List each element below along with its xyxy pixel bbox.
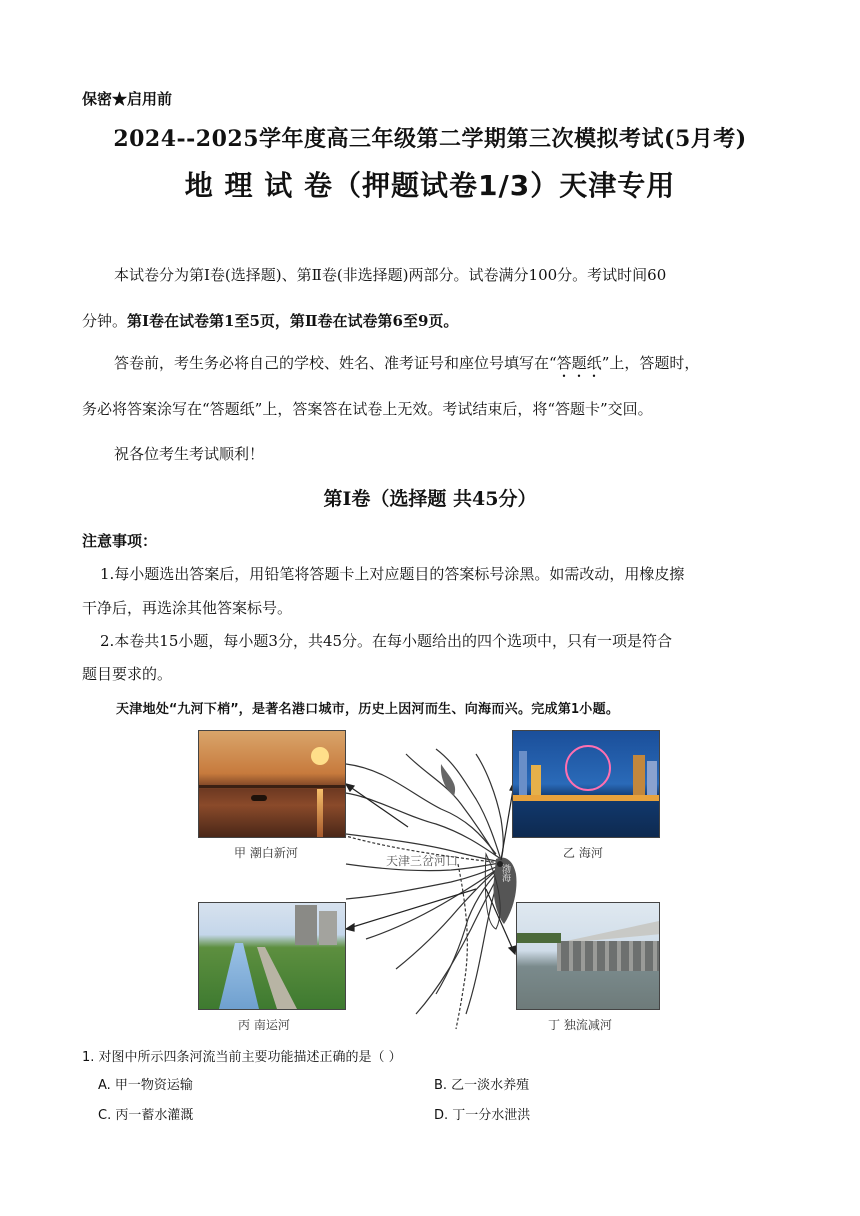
bridge-deck-shape: [557, 921, 659, 943]
sun-reflection-shape: [317, 789, 323, 837]
exam-title: 2024--2025学年度高三年级第二学期第三次模拟考试(5月考): [113, 126, 747, 152]
question-stem: 1. 对图中所示四条河流当前主要功能描述正确的是（ ）: [82, 1050, 402, 1065]
sun-shape: [311, 747, 329, 765]
instruction-text: 答卷前，考生务必将自己的学校、姓名、准考证号和座位号填写在“: [114, 354, 557, 372]
note-2a: 2.本卷共15小题，每小题3分，共45分。在每小题给出的四个选项中，只有一项是符合: [100, 632, 673, 650]
walkway-shape: [257, 947, 297, 1009]
rivers-figure: [196, 724, 664, 1034]
caption-jia: 甲 潮白新河: [234, 846, 298, 860]
sea-label: 渤海: [500, 864, 510, 882]
note-1b: 干净后，再选涂其他答案标号。: [82, 599, 293, 617]
caption-ding: 丁 独流减河: [548, 1018, 612, 1032]
photo-nanyun-river: [198, 902, 346, 1010]
instruction-para-1b: [82, 310, 782, 332]
treeline-shape: [517, 933, 561, 943]
instruction-para-2a: [82, 352, 782, 381]
boat-shape: [251, 795, 267, 801]
canal-water-shape: [219, 943, 259, 1009]
good-luck-line: 祝各位考生考试顺利！: [114, 445, 265, 463]
caption-bing: 丙 南运河: [238, 1018, 290, 1032]
caption-yi: 乙 海河: [563, 846, 603, 860]
note-2b: 题目要求的。: [82, 665, 173, 683]
bridge-lights-shape: [513, 795, 659, 801]
map-city-label: 天津三岔河口: [386, 854, 459, 868]
building-shape: [647, 761, 657, 795]
building-shape: [519, 751, 527, 795]
instruction-text: 分钟。: [82, 312, 128, 330]
emphasis-text: 答题纸: [556, 354, 602, 372]
photo-hai-river: [512, 730, 660, 838]
horizon-shape: [199, 785, 345, 788]
building-shape: [531, 765, 541, 795]
instruction-para-1a: 本试卷分为第Ⅰ卷(选择题)、第Ⅱ卷(非选择题)两部分。试卷满分100分。考试时间60: [114, 266, 667, 284]
building-shape: [319, 911, 337, 945]
building-shape: [295, 905, 317, 945]
notes-heading: 注意事项：: [82, 532, 158, 550]
photo-chaobai-river: [198, 730, 346, 838]
photo-duliu-river: [516, 902, 660, 1010]
question-intro: 天津地处“九河下梢”，是著名港口城市，历史上因河而生、向海而兴。完成第1小题。: [116, 702, 620, 717]
option-a: A. 甲一物资运输: [98, 1078, 193, 1093]
sluice-gates-shape: [557, 941, 659, 971]
instruction-bold-text: 第Ⅰ卷在试卷第1至5页，第Ⅱ卷在试卷第6至9页。: [127, 312, 459, 330]
option-b: B. 乙一淡水养殖: [434, 1078, 530, 1093]
building-shape: [633, 755, 645, 795]
ferris-wheel-shape: [565, 745, 611, 791]
note-1a: 1.每小题选出答案后，用铅笔将答题卡上对应题目的答案标号涂黑。如需改动，用橡皮擦: [100, 565, 685, 583]
instruction-text: ”上，答题时，: [601, 354, 700, 372]
paper-title: 地 理 试 卷（押题试卷1/3）天津专用: [184, 169, 676, 202]
option-d: D. 丁一分水泄洪: [434, 1108, 531, 1123]
option-c: C. 丙一蓄水灌溉: [98, 1108, 194, 1123]
section-title: 第Ⅰ卷（选择题 共45分）: [323, 488, 537, 510]
confidential-label: 保密★启用前: [82, 90, 173, 108]
instruction-para-2b: 务必将答案涂写在“答题纸”上，答案答在试卷上无效。考试结束后，将“答题卡”交回。: [82, 400, 653, 418]
